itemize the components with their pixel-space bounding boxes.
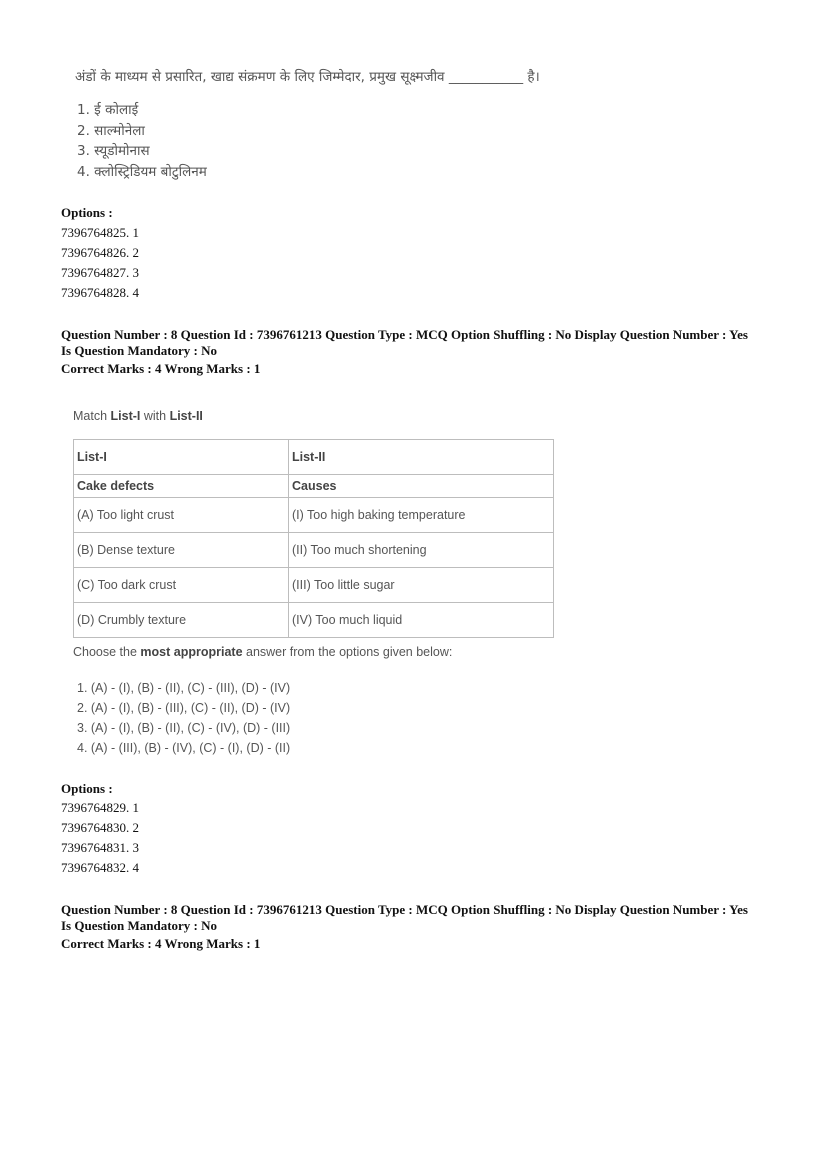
table-row [74, 603, 554, 638]
match-table-wrapper [73, 439, 554, 638]
question-info-line: Question Number : 8 Question Id : 7396761213 Question Type : MCQ Option Shuffling : No Display Question Number : Yes [61, 902, 748, 917]
option-item: 7396764826. 2 [61, 245, 139, 260]
instruction-text: Match [73, 409, 111, 423]
table-cell: (A) Too light crust [74, 498, 289, 533]
table-cell: (III) Too little sugar [289, 568, 554, 603]
table-row [74, 568, 554, 603]
instruction-text: with [140, 409, 170, 423]
table-row [74, 498, 554, 533]
option-item: 7396764831. 3 [61, 840, 139, 855]
marks-line: Correct Marks : 4 Wrong Marks : 1 [61, 361, 261, 376]
answer-choice: 2. (A) - (I), (B) - (III), (C) - (II), (D) - (IV) [77, 701, 291, 715]
answer-choice: 3. (A) - (I), (B) - (II), (C) - (IV), (D) - (III) [77, 721, 291, 735]
instruction-emphasis: most appropriate [140, 645, 243, 659]
hindi-choice-1: 1. ई कोलाई [77, 102, 139, 118]
hindi-choice-4: 4. क्लोस्ट्रिडियम बोटुलिनम [77, 163, 207, 180]
option-item: 7396764825. 1 [61, 225, 139, 240]
marks-line: Correct Marks : 4 Wrong Marks : 1 [61, 936, 261, 951]
match-table [73, 439, 554, 638]
table-subheader-cell: Causes [289, 475, 554, 498]
table-cell: (B) Dense texture [74, 533, 289, 568]
options-list [61, 223, 139, 303]
list1-name: List-I [110, 409, 141, 423]
list2-name: List-II [169, 409, 203, 423]
answer-choice: 1. (A) - (I), (B) - (II), (C) - (III), (D) - (IV) [77, 681, 291, 695]
option-item: 7396764832. 4 [61, 860, 139, 875]
options-label: Options : [61, 781, 113, 796]
table-row [74, 533, 554, 568]
option-item: 7396764827. 3 [61, 265, 139, 280]
instruction-text: answer from the options given below: [242, 645, 453, 659]
table-header-cell: List-I [74, 440, 289, 475]
option-item: 7396764828. 4 [61, 285, 139, 300]
match-instruction [73, 409, 203, 423]
instruction-text: Choose the [73, 645, 141, 659]
question-metadata [61, 902, 781, 952]
table-cell: (IV) Too much liquid [289, 603, 554, 638]
hindi-question-text: अंडों के माध्यम से प्रसारित, खाद्य संक्रमण के लिए जिम्मेदार, प्रमुख सूक्ष्मजीव ___________ है। [75, 69, 540, 85]
options-label: Options : [61, 205, 113, 220]
option-item: 7396764829. 1 [61, 800, 139, 815]
table-cell: (II) Too much shortening [289, 533, 554, 568]
choose-instruction [73, 645, 452, 659]
table-cell: (I) Too high baking temperature [289, 498, 554, 533]
mandatory-line: Is Question Mandatory : No [61, 343, 218, 358]
options-list [61, 798, 139, 878]
table-cell: (D) Crumbly texture [74, 603, 289, 638]
table-cell: (C) Too dark crust [74, 568, 289, 603]
table-header-cell: List-II [289, 440, 554, 475]
answer-choice: 4. (A) - (III), (B) - (IV), (C) - (I), (D) - (II) [77, 741, 291, 755]
hindi-choice-2: 2. साल्मोनेला [77, 122, 145, 139]
mandatory-line: Is Question Mandatory : No [61, 918, 218, 933]
hindi-choice-list [77, 100, 207, 182]
question-info-line: Question Number : 8 Question Id : 7396761213 Question Type : MCQ Option Shuffling : No Display Question Number : Yes [61, 327, 748, 342]
answer-choice-list [77, 678, 290, 758]
question-metadata [61, 327, 781, 377]
hindi-choice-3: 3. स्यूडोमोनास [77, 143, 150, 159]
table-subheader-cell: Cake defects [74, 475, 289, 498]
option-item: 7396764830. 2 [61, 820, 139, 835]
